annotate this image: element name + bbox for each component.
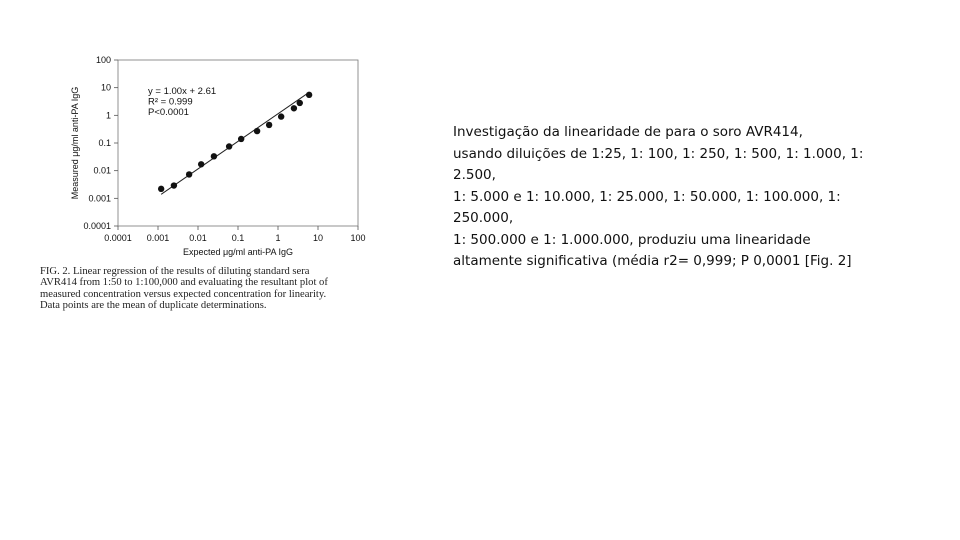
- slide-text-line: 1: 5.000 e 1: 10.000, 1: 25.000, 1: 50.000, 1: 100.000, 1:: [453, 188, 841, 205]
- figure-caption: [40, 266, 402, 312]
- data-point: [306, 92, 312, 98]
- slide-text-line: usando diluições de 1:25, 1: 100, 1: 250, 1: 500, 1: 1.000, 1:: [453, 145, 864, 162]
- data-point: [198, 161, 204, 167]
- slide-text: [453, 122, 893, 273]
- x-tick-label: 0.001: [146, 233, 170, 243]
- regression-annotation: R² = 0.999: [148, 96, 193, 108]
- y-tick-label: 0.001: [88, 193, 111, 204]
- slide-text-line: Investigação da linearidade de para o soro AVR414,: [453, 124, 803, 140]
- x-tick-label: 0.1: [231, 233, 245, 243]
- slide-text-line: 2.500,: [453, 167, 496, 183]
- data-point: [226, 143, 232, 149]
- caption-line: Data points are the mean of duplicate determinations.: [40, 300, 267, 312]
- y-tick-label: 0.1: [98, 138, 111, 148]
- data-point: [266, 122, 272, 128]
- y-axis-label: Measured μg/ml anti-PA IgG: [70, 86, 80, 200]
- data-point: [278, 113, 284, 119]
- slide-text-line: altamente significativa (média r2= 0,999; P 0,0001 [Fig. 2]: [453, 253, 852, 269]
- plot-frame: [118, 60, 358, 226]
- y-tick-label: 10: [100, 82, 111, 93]
- figure: [40, 48, 410, 328]
- data-point: [238, 136, 244, 142]
- regression-annotation: P<0.0001: [148, 107, 189, 118]
- y-tick-label: 0.01: [93, 165, 111, 176]
- slide-text-line: 250.000,: [453, 210, 514, 226]
- caption-line: measured concentration versus expected concentration for linearity.: [40, 288, 327, 300]
- data-point: [171, 182, 177, 188]
- data-point: [186, 171, 192, 177]
- x-tick-label: 0.0001: [104, 233, 132, 243]
- x-tick-label: 100: [350, 233, 366, 243]
- x-tick-label: 0.01: [189, 233, 207, 243]
- data-point: [254, 128, 260, 134]
- x-axis-label: Expected μg/ml anti-PA IgG: [182, 247, 294, 257]
- slide-text-line: 1: 500.000 e 1: 1.000.000, produziu uma linearidade: [453, 231, 811, 248]
- chart: [40, 48, 410, 263]
- x-tick-label: 10: [312, 233, 324, 243]
- x-tick-label: 1: [275, 233, 281, 243]
- y-tick-label: 100: [95, 55, 111, 65]
- data-point: [158, 186, 164, 192]
- data-point: [297, 100, 303, 106]
- data-point: [291, 105, 297, 111]
- y-tick-label: 0.0001: [83, 221, 111, 231]
- caption-line: FIG. 2. Linear regression of the results of diluting standard sera: [40, 266, 310, 277]
- data-point: [211, 153, 217, 159]
- regression-annotation: y = 1.00x + 2.61: [148, 86, 217, 97]
- caption-line: AVR414 from 1:50 to 1:100,000 and evaluating the resultant plot of: [40, 277, 328, 289]
- y-tick-label: 1: [105, 110, 111, 121]
